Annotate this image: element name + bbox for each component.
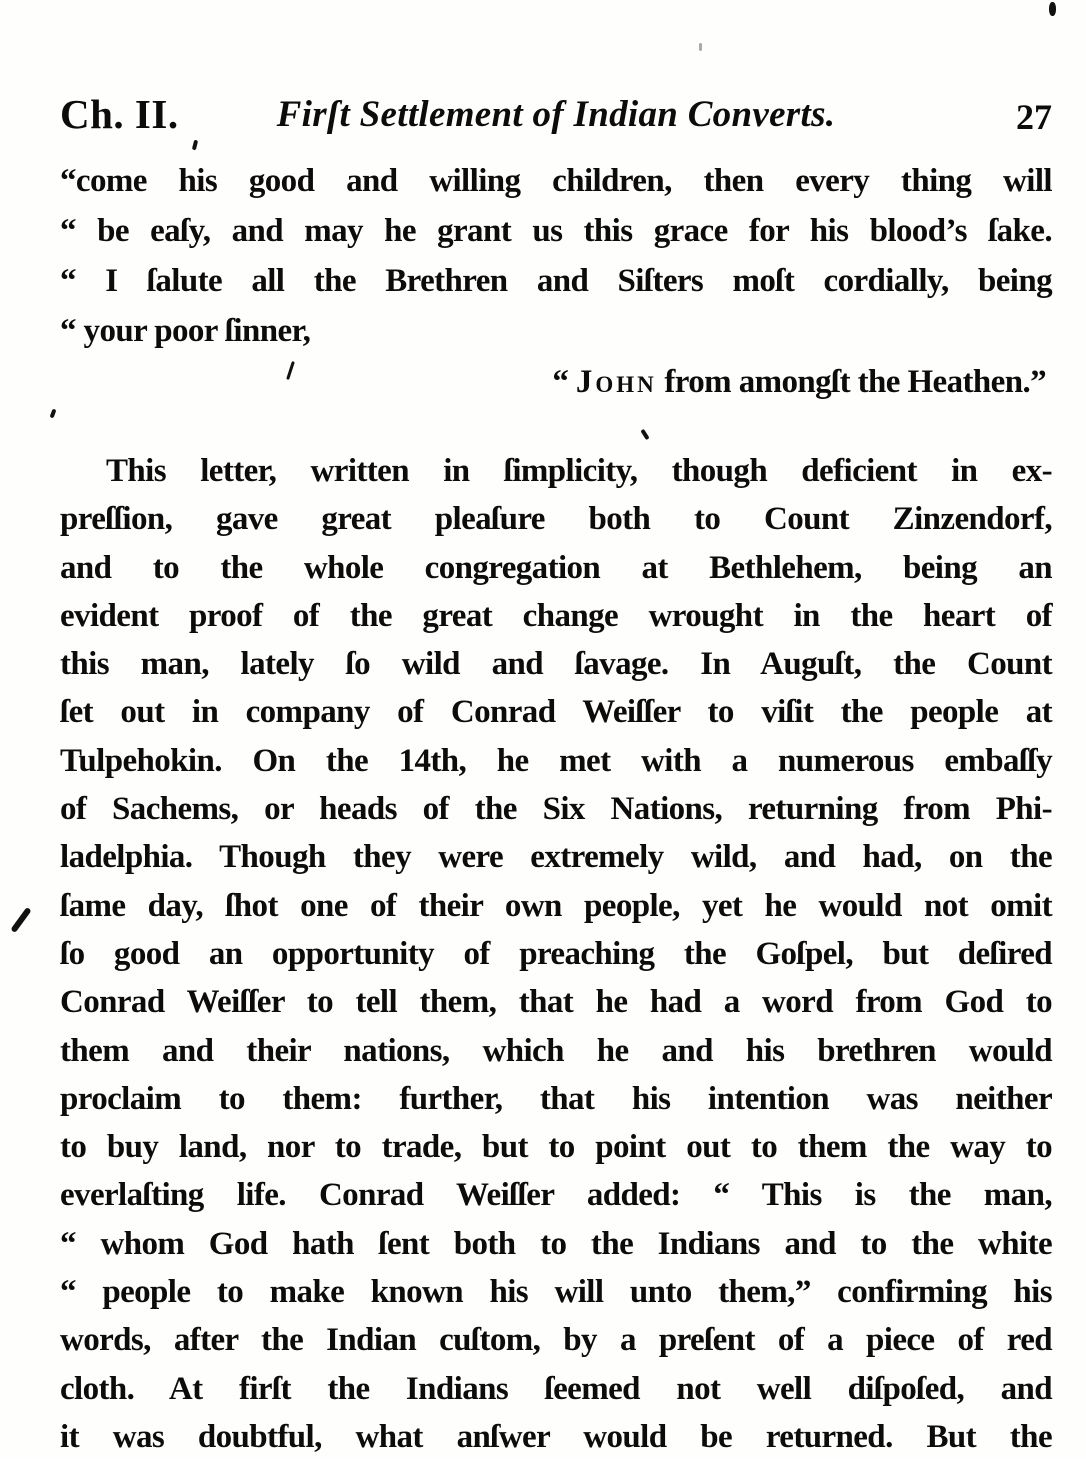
body-line: this man, lately ſo wild and ſavage. In Auguſt, the Count — [60, 646, 1052, 683]
body-line: and to the whole congregation at Bethlehem, being an — [60, 549, 1052, 586]
signature-open-quote: “ — [552, 364, 576, 400]
body-line: preſſion, gave great pleaſure both to Count Zinzendorf, — [60, 501, 1052, 538]
chapter-label: Ch. II. — [60, 91, 179, 137]
body-line: to buy land, nor to trade, but to point out to them the way to — [60, 1129, 1052, 1166]
ink-artifact — [699, 43, 702, 51]
body-line: This letter, written in ſimplicity, though deficient in ex- — [106, 453, 1052, 489]
body-line: cloth. At firſt the Indians ſeemed not well diſpoſed, and — [60, 1370, 1052, 1407]
running-header — [60, 88, 1052, 142]
letter-line: “ your poor ſinner, — [60, 313, 311, 349]
page-number: 27 — [1016, 97, 1052, 137]
body-line: everlaſting life. Conrad Weiſſer added: “ This is the man, — [60, 1177, 1052, 1214]
body-line: it was doubtful, what anſwer would be returned. But the — [60, 1418, 1052, 1455]
body-line: Conrad Weiſſer to tell them, that he had a word from God to — [60, 984, 1052, 1021]
ink-artifact — [50, 409, 57, 419]
body-line: evident proof of the great change wrought in the heart of — [60, 597, 1052, 634]
body-line: Tulpehokin. On the 14th, he met with a numerous embaſſy — [60, 742, 1052, 779]
body-line: ladelphia. Though they were extremely wild, and had, on the — [60, 839, 1052, 876]
ink-artifact — [192, 140, 198, 151]
letter-line: “come his good and willing children, then every thing will — [60, 163, 1052, 199]
body-line: ſo good an opportunity of preaching the Goſpel, but deſired — [60, 935, 1052, 972]
signature-closing: from amongſt the Heathen.” — [656, 364, 1046, 400]
ink-artifact — [640, 429, 649, 440]
body-line: them and their nations, which he and his brethren would — [60, 1032, 1052, 1069]
body-line: ſet out in company of Conrad Weiſſer to viſit the people at — [60, 694, 1052, 731]
letter-line: “ I ſalute all the Brethren and Siſters moſt cordially, being — [60, 263, 1052, 299]
letter-signature — [60, 356, 1052, 408]
signature-name: John — [575, 364, 657, 400]
running-title: Firſt Settlement of Indian Converts. — [276, 94, 836, 135]
body-paragraph — [60, 447, 1052, 1461]
ink-artifact — [1049, 2, 1056, 16]
letter-line: “ be eaſy, and may he grant us this grace for his blood’s ſake. — [60, 213, 1052, 249]
body-line: proclaim to them: further, that his intention was neither — [60, 1080, 1052, 1117]
body-line: “ people to make known his will unto them,” confirming his — [60, 1274, 1052, 1311]
body-line: “ whom God hath ſent both to the Indians and to the white — [60, 1225, 1052, 1262]
body-line: of Sachems, or heads of the Six Nations, returning from Phi- — [60, 791, 1052, 828]
letter-excerpt — [60, 156, 1052, 408]
body-line: words, after the Indian cuſtom, by a preſent of a piece of red — [60, 1322, 1052, 1359]
ink-artifact — [10, 907, 31, 933]
body-line: ſame day, ſhot one of their own people, yet he would not omit — [60, 887, 1052, 924]
